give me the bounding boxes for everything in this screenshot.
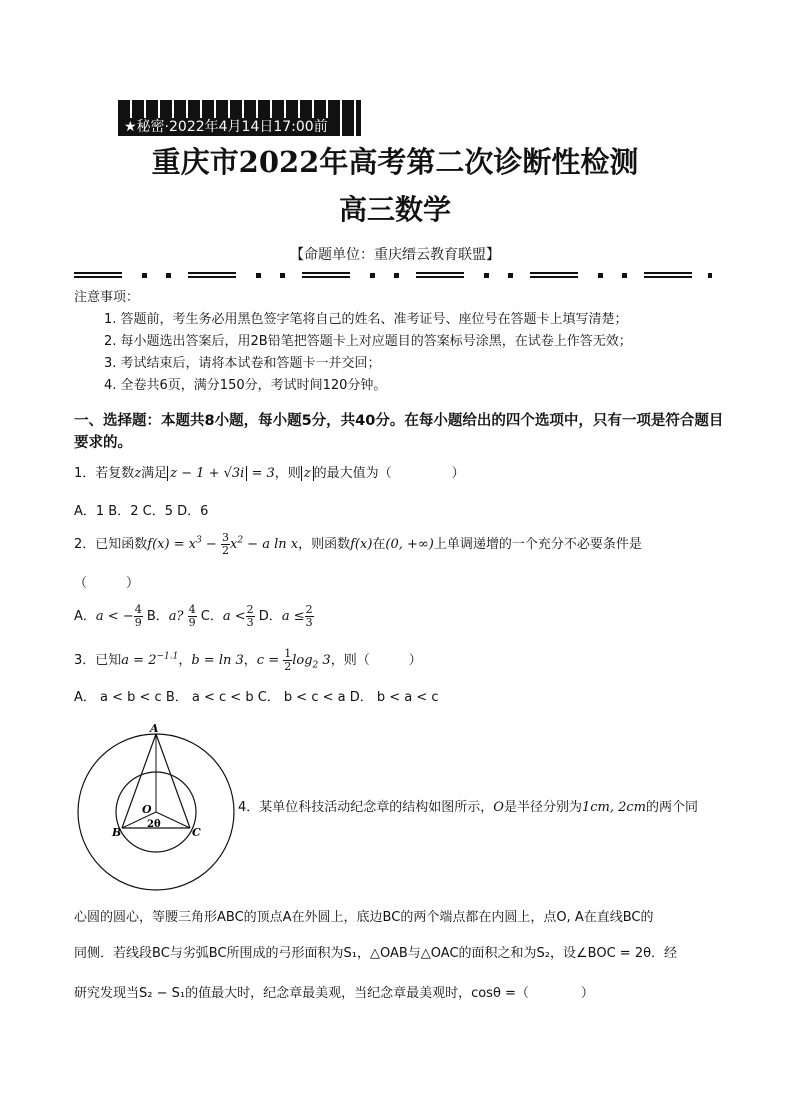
question-4-line-3: 同侧．若线段BC与劣弧BC所围成的弓形面积为S₁，△OAB与△OAC的面积之和为S₂，设∠BOC = 2θ．经 bbox=[74, 946, 678, 961]
label-angle: 2θ bbox=[147, 819, 161, 830]
medal-figure bbox=[76, 720, 236, 896]
notice-item: 4. 全卷共6页，满分150分，考试时间120分钟。 bbox=[104, 378, 387, 393]
exam-subject: 高三数学 bbox=[338, 193, 451, 226]
question-1-stem: 1．若复数z满足 z − 1 + √3i = 3，则 z 的最大值为（ ） bbox=[74, 466, 465, 481]
question-2-paren: （ ） bbox=[74, 576, 140, 591]
question-1-options: A．1 B．2 C．5 D．6 bbox=[74, 504, 209, 519]
question-4-line-4: 研究发现当S₂ − S₁的值最大时，纪念章最美观，当纪念章最美观时，cosθ =（ ） bbox=[74, 986, 594, 1001]
question-2-options: A．a < − $\frac{4}{9}$ B．a? $\frac{4}{9}$ C．a < $\frac{2}{3}$ D．a ≤ $\frac{2}{3}$ bbox=[74, 603, 313, 629]
notice-heading: 注意事项： bbox=[74, 290, 140, 305]
compiler-unit: 【命题单位：重庆缙云教育联盟】 bbox=[290, 247, 500, 263]
question-4-line-2: 心圆的圆心，等腰三角形ABC的顶点A在外圆上，底边BC的两个端点都在内圆上，点O, A在直线BC的 bbox=[74, 910, 654, 925]
question-2-stem: 2．已知函数$f(x) = x^3$ − $\frac{3}{2}$ $x^2 - a$ ln x，则函数f(x)在(0, +∞)上单调递增的一个充分不必要条件是 bbox=[74, 531, 642, 557]
label-O: O bbox=[142, 803, 152, 816]
label-C: C bbox=[192, 826, 201, 839]
dashed-divider bbox=[74, 270, 714, 280]
label-A: A bbox=[150, 722, 159, 735]
notice-item: 3. 考试结束后，请将本试卷和答题卡一并交回； bbox=[104, 356, 381, 371]
question-3-stem: 3．已知$a = 2^{-1.1}$，b = ln 3，c = $\frac{1}{2}$ $\log_2 3$，则（ ） bbox=[74, 647, 422, 673]
question-4-line-1: 4．某单位科技活动纪念章的结构如图所示，O是半径分别为1cm, 2cm的两个同 bbox=[238, 800, 699, 815]
notice-item: 1. 答题前，考生务必用黑色签字笔将自己的姓名、准考证号、座位号在答题卡上填写清楚； bbox=[104, 312, 628, 327]
label-B: B bbox=[112, 826, 122, 839]
section-heading: 一、选择题：本题共8小题，每小题5分，共40分。在每小题给出的四个选项中，只有一项是符合题目要求的。 bbox=[74, 413, 724, 451]
question-3-options: A． a < b < c B． a < c < b C． b < c < a D． b < a < c bbox=[74, 690, 439, 705]
secret-label: ★秘密·2022年4月14日17:00前 bbox=[124, 119, 328, 135]
notice-item: 2. 每小题选出答案后，用2B铅笔把答题卡上对应题目的答案标号涂黑，在试卷上作答无效； bbox=[104, 334, 632, 349]
exam-title: 重庆市2022年高考第二次诊断性检测 bbox=[151, 145, 639, 179]
